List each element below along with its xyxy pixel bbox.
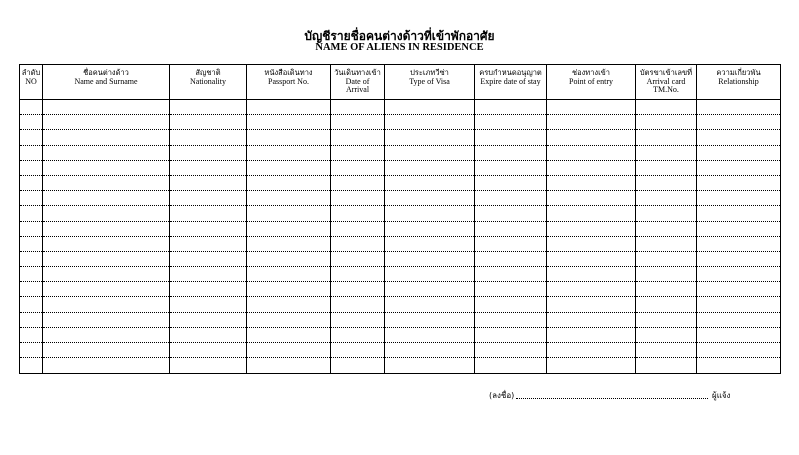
entry-cell[interactable] — [247, 100, 331, 115]
col-header-point-of-entry: ช่องทางเข้า Point of entry — [547, 65, 636, 100]
entry-cell[interactable] — [385, 130, 475, 145]
entry-cell[interactable] — [170, 282, 247, 297]
entry-cell[interactable] — [475, 130, 547, 145]
entry-cell[interactable] — [547, 236, 636, 251]
entry-cell[interactable] — [385, 236, 475, 251]
entry-cell[interactable] — [170, 251, 247, 266]
col-header-nationality: สัญชาติ Nationality — [170, 65, 247, 100]
entry-cell[interactable] — [170, 312, 247, 327]
entry-cell[interactable] — [636, 312, 697, 327]
entry-cell[interactable] — [385, 160, 475, 175]
entry-cell[interactable] — [636, 191, 697, 206]
entry-cell[interactable] — [20, 206, 43, 221]
table-row — [20, 251, 781, 266]
entry-cell[interactable] — [43, 191, 170, 206]
entry-cell[interactable] — [331, 145, 385, 160]
entry-cell[interactable] — [20, 267, 43, 282]
table-row — [20, 327, 781, 342]
entry-cell[interactable] — [43, 327, 170, 342]
table-row — [20, 297, 781, 312]
form-title-thai: บัญชีรายชื่อคนต่างด้าวที่เข้าพักอาศัย — [304, 29, 495, 43]
table-row — [20, 160, 781, 175]
entry-cell[interactable] — [43, 267, 170, 282]
entry-cell[interactable] — [170, 297, 247, 312]
entry-cell[interactable] — [385, 100, 475, 115]
entry-cell[interactable] — [20, 221, 43, 236]
entry-cell[interactable] — [385, 312, 475, 327]
entry-cell[interactable] — [475, 327, 547, 342]
entry-cell[interactable] — [43, 236, 170, 251]
entry-cell[interactable] — [331, 343, 385, 358]
entry-cell[interactable] — [475, 267, 547, 282]
table-row — [20, 343, 781, 358]
entry-cell[interactable] — [247, 130, 331, 145]
entry-cell[interactable] — [43, 251, 170, 266]
entry-cell[interactable] — [385, 358, 475, 374]
entry-cell[interactable] — [475, 145, 547, 160]
entry-cell[interactable] — [636, 100, 697, 115]
entry-cell[interactable] — [20, 251, 43, 266]
entry-cell[interactable] — [43, 160, 170, 175]
entry-cell[interactable] — [547, 130, 636, 145]
entry-cell[interactable] — [385, 251, 475, 266]
entry-cell[interactable] — [170, 145, 247, 160]
entry-cell[interactable] — [331, 115, 385, 130]
entry-cell[interactable] — [331, 191, 385, 206]
col-header-no: ลำดับ NO — [20, 65, 43, 100]
entry-cell[interactable] — [20, 236, 43, 251]
entry-cell[interactable] — [636, 297, 697, 312]
entry-cell[interactable] — [547, 282, 636, 297]
table-header-row — [20, 65, 781, 100]
entry-cell[interactable] — [247, 191, 331, 206]
entry-cell[interactable] — [20, 115, 43, 130]
entry-cell[interactable] — [43, 100, 170, 115]
entry-cell[interactable] — [385, 327, 475, 342]
entry-cell[interactable] — [475, 297, 547, 312]
entry-cell[interactable] — [475, 206, 547, 221]
col-header-name: ชื่อคนต่างด้าว Name and Surname — [43, 65, 170, 100]
entry-cell[interactable] — [636, 236, 697, 251]
col-header-expire-date: ครบกำหนดอนุญาต Expire date of stay — [475, 65, 547, 100]
entry-cell[interactable] — [247, 206, 331, 221]
entry-cell[interactable] — [170, 175, 247, 190]
entry-cell[interactable] — [547, 115, 636, 130]
entry-cell[interactable] — [247, 115, 331, 130]
table-row — [20, 206, 781, 221]
signature-line[interactable] — [516, 398, 708, 399]
entry-cell[interactable] — [636, 251, 697, 266]
entry-cell[interactable] — [636, 327, 697, 342]
entry-cell[interactable] — [385, 175, 475, 190]
entry-cell[interactable] — [170, 191, 247, 206]
entry-cell[interactable] — [20, 358, 43, 374]
entry-cell[interactable] — [697, 251, 781, 266]
entry-cell[interactable] — [170, 327, 247, 342]
entry-cell[interactable] — [20, 327, 43, 342]
table-row — [20, 358, 781, 374]
entry-cell[interactable] — [331, 175, 385, 190]
signature-prefix: (ลงชื่อ) — [489, 391, 515, 400]
entry-cell[interactable] — [20, 100, 43, 115]
entry-cell[interactable] — [475, 115, 547, 130]
table-row — [20, 191, 781, 206]
entry-cell[interactable] — [697, 175, 781, 190]
form-title — [0, 30, 799, 54]
entry-cell[interactable] — [697, 221, 781, 236]
entry-cell[interactable] — [43, 312, 170, 327]
form-title-english: NAME OF ALIENS IN RESIDENCE — [315, 42, 484, 53]
entry-cell[interactable] — [331, 251, 385, 266]
entry-cell[interactable] — [170, 160, 247, 175]
entry-cell[interactable] — [385, 267, 475, 282]
entry-cell[interactable] — [636, 115, 697, 130]
entry-cell[interactable] — [331, 297, 385, 312]
entry-cell[interactable] — [697, 206, 781, 221]
entry-cell[interactable] — [247, 221, 331, 236]
table-body — [20, 100, 781, 374]
entry-cell[interactable] — [331, 267, 385, 282]
entry-cell[interactable] — [385, 343, 475, 358]
entry-cell[interactable] — [170, 267, 247, 282]
entry-cell[interactable] — [547, 267, 636, 282]
entry-cell[interactable] — [385, 221, 475, 236]
entry-cell[interactable] — [697, 297, 781, 312]
entry-cell[interactable] — [697, 358, 781, 374]
entry-cell[interactable] — [697, 282, 781, 297]
entry-cell[interactable] — [170, 358, 247, 374]
entry-cell[interactable] — [331, 130, 385, 145]
entry-cell[interactable] — [247, 282, 331, 297]
entry-cell[interactable] — [547, 251, 636, 266]
entry-cell[interactable] — [170, 206, 247, 221]
entry-cell[interactable] — [385, 282, 475, 297]
entry-cell[interactable] — [475, 312, 547, 327]
entry-cell[interactable] — [697, 160, 781, 175]
entry-cell[interactable] — [475, 191, 547, 206]
entry-cell[interactable] — [247, 327, 331, 342]
col-header-visa-type: ประเภทวีซ่า Type of Visa — [385, 65, 475, 100]
entry-cell[interactable] — [43, 221, 170, 236]
entry-cell[interactable] — [385, 191, 475, 206]
aliens-roster-table — [19, 64, 781, 374]
table-row — [20, 221, 781, 236]
entry-cell[interactable] — [697, 191, 781, 206]
entry-cell[interactable] — [20, 282, 43, 297]
entry-cell[interactable] — [385, 297, 475, 312]
entry-cell[interactable] — [697, 115, 781, 130]
entry-cell[interactable] — [475, 251, 547, 266]
entry-cell[interactable] — [247, 251, 331, 266]
entry-cell[interactable] — [636, 175, 697, 190]
entry-cell[interactable] — [331, 100, 385, 115]
entry-cell[interactable] — [247, 236, 331, 251]
entry-cell[interactable] — [20, 297, 43, 312]
entry-cell[interactable] — [547, 327, 636, 342]
entry-cell[interactable] — [697, 236, 781, 251]
table-row — [20, 282, 781, 297]
entry-cell[interactable] — [43, 175, 170, 190]
entry-cell[interactable] — [636, 343, 697, 358]
entry-cell[interactable] — [547, 206, 636, 221]
entry-cell[interactable] — [385, 206, 475, 221]
entry-cell[interactable] — [547, 221, 636, 236]
entry-cell[interactable] — [636, 358, 697, 374]
col-header-relationship: ความเกี่ยวพัน Relationship — [697, 65, 781, 100]
entry-cell[interactable] — [20, 160, 43, 175]
entry-cell[interactable] — [697, 145, 781, 160]
entry-cell[interactable] — [43, 206, 170, 221]
entry-cell[interactable] — [20, 312, 43, 327]
entry-cell[interactable] — [385, 115, 475, 130]
signature-suffix: ผู้แจ้ง — [712, 391, 731, 400]
entry-cell[interactable] — [331, 160, 385, 175]
entry-cell[interactable] — [331, 206, 385, 221]
entry-cell[interactable] — [385, 145, 475, 160]
entry-cell[interactable] — [475, 343, 547, 358]
entry-cell[interactable] — [43, 358, 170, 374]
entry-cell[interactable] — [247, 297, 331, 312]
entry-cell[interactable] — [636, 130, 697, 145]
entry-cell[interactable] — [331, 236, 385, 251]
entry-cell[interactable] — [20, 343, 43, 358]
table-row — [20, 130, 781, 145]
entry-cell[interactable] — [475, 221, 547, 236]
entry-cell[interactable] — [636, 160, 697, 175]
entry-cell[interactable] — [20, 130, 43, 145]
entry-cell[interactable] — [547, 343, 636, 358]
entry-cell[interactable] — [475, 100, 547, 115]
entry-cell[interactable] — [247, 267, 331, 282]
entry-cell[interactable] — [547, 145, 636, 160]
entry-cell[interactable] — [547, 160, 636, 175]
entry-cell[interactable] — [43, 343, 170, 358]
entry-cell[interactable] — [43, 130, 170, 145]
entry-cell[interactable] — [43, 115, 170, 130]
table-row — [20, 175, 781, 190]
entry-cell[interactable] — [170, 100, 247, 115]
table-row — [20, 100, 781, 115]
entry-cell[interactable] — [475, 236, 547, 251]
entry-cell[interactable] — [697, 327, 781, 342]
table-row — [20, 236, 781, 251]
entry-cell[interactable] — [170, 236, 247, 251]
entry-cell[interactable] — [43, 145, 170, 160]
entry-cell[interactable] — [697, 312, 781, 327]
entry-cell[interactable] — [331, 312, 385, 327]
table-row — [20, 267, 781, 282]
entry-cell[interactable] — [697, 130, 781, 145]
entry-cell[interactable] — [475, 282, 547, 297]
entry-cell[interactable] — [247, 312, 331, 327]
entry-cell[interactable] — [547, 100, 636, 115]
entry-cell[interactable] — [331, 327, 385, 342]
entry-cell[interactable] — [547, 312, 636, 327]
col-header-passport: หนังสือเดินทาง Passport No. — [247, 65, 331, 100]
entry-cell[interactable] — [247, 343, 331, 358]
entry-cell[interactable] — [331, 358, 385, 374]
entry-cell[interactable] — [697, 100, 781, 115]
entry-cell[interactable] — [636, 221, 697, 236]
table-row — [20, 145, 781, 160]
entry-cell[interactable] — [247, 175, 331, 190]
entry-cell[interactable] — [170, 115, 247, 130]
entry-cell[interactable] — [636, 145, 697, 160]
entry-cell[interactable] — [43, 282, 170, 297]
entry-cell[interactable] — [636, 267, 697, 282]
entry-cell[interactable] — [331, 221, 385, 236]
entry-cell[interactable] — [247, 160, 331, 175]
entry-cell[interactable] — [247, 145, 331, 160]
entry-cell[interactable] — [20, 175, 43, 190]
entry-cell[interactable] — [475, 358, 547, 374]
entry-cell[interactable] — [475, 160, 547, 175]
table-row — [20, 115, 781, 130]
entry-cell[interactable] — [547, 191, 636, 206]
entry-cell[interactable] — [170, 130, 247, 145]
col-header-arrival-date: วันเดินทางเข้า Date of Arrival — [331, 65, 385, 100]
table-row — [20, 312, 781, 327]
entry-cell[interactable] — [475, 175, 547, 190]
signature-block — [489, 388, 739, 402]
entry-cell[interactable] — [636, 282, 697, 297]
entry-cell[interactable] — [20, 145, 43, 160]
entry-cell[interactable] — [697, 343, 781, 358]
entry-cell[interactable] — [547, 358, 636, 374]
entry-cell[interactable] — [43, 297, 170, 312]
entry-cell[interactable] — [170, 221, 247, 236]
entry-cell[interactable] — [20, 191, 43, 206]
entry-cell[interactable] — [636, 206, 697, 221]
entry-cell[interactable] — [697, 267, 781, 282]
entry-cell[interactable] — [247, 358, 331, 374]
entry-cell[interactable] — [170, 343, 247, 358]
entry-cell[interactable] — [547, 175, 636, 190]
col-header-arrival-card: บัตรขาเข้าเลขที่ Arrival card TM.No. — [636, 65, 697, 100]
entry-cell[interactable] — [547, 297, 636, 312]
entry-cell[interactable] — [331, 282, 385, 297]
